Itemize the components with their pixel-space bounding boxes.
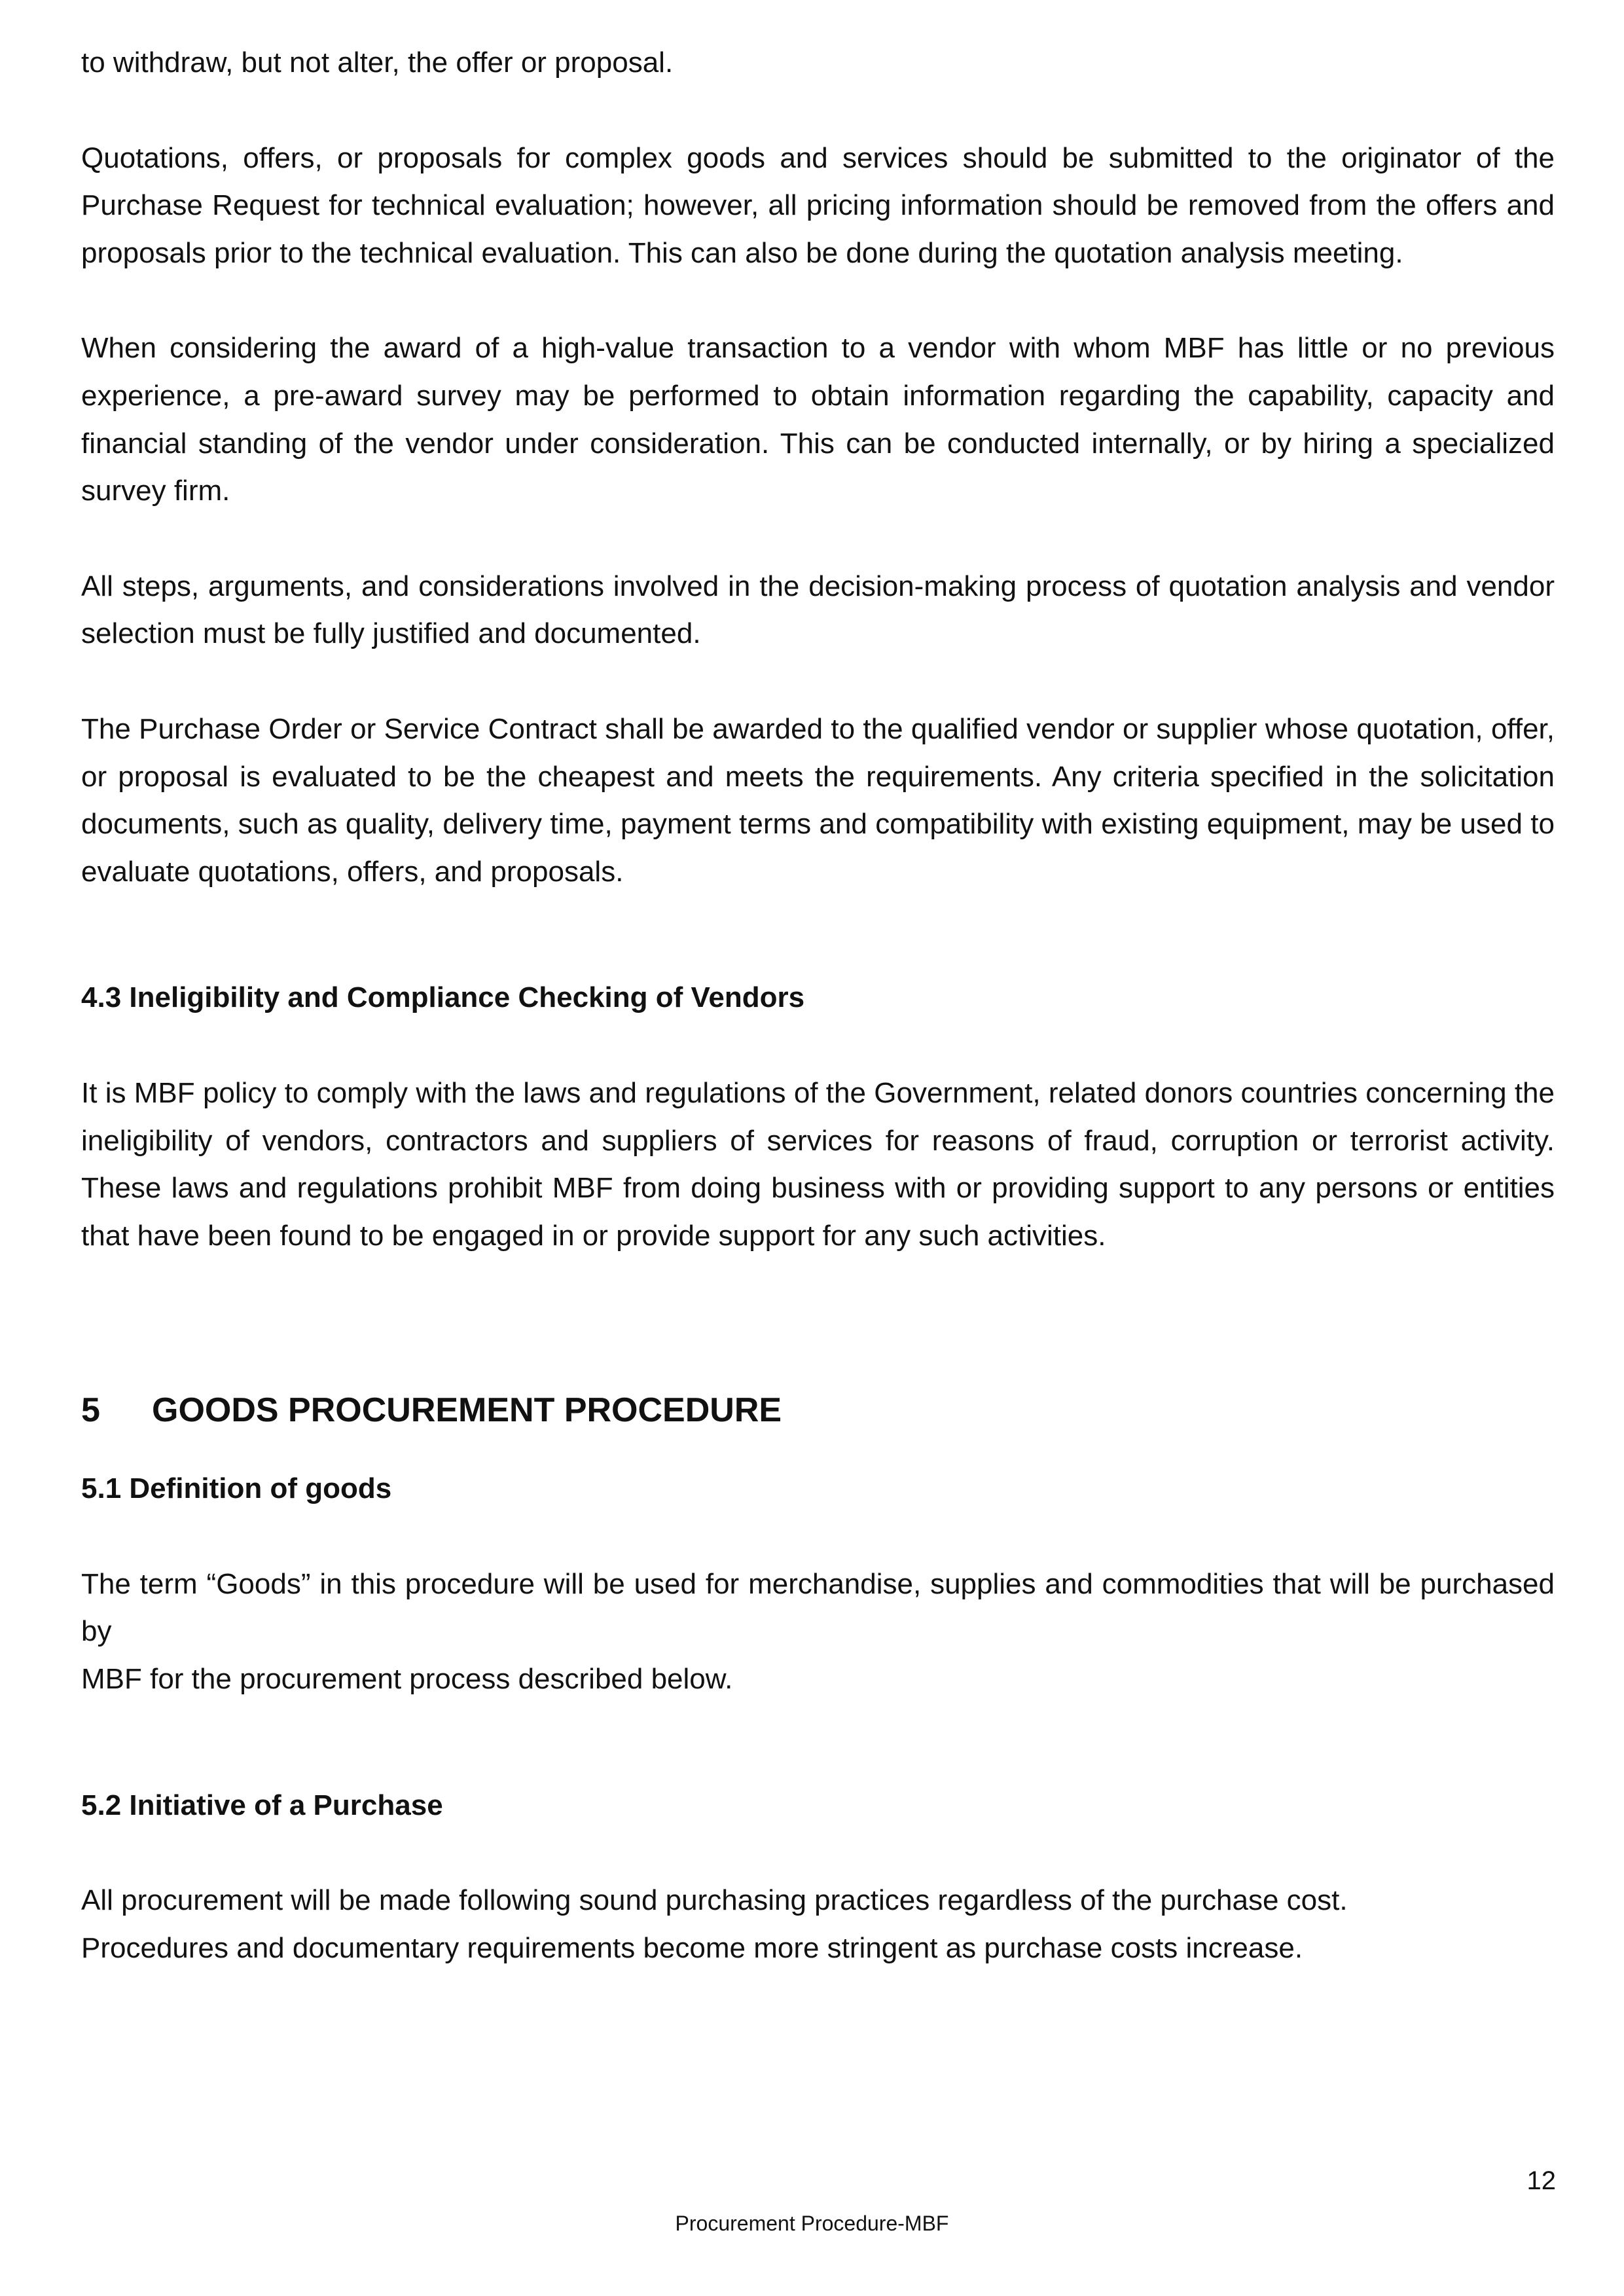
paragraph-goods-definition-line1: The term “Goods” in this procedure will be used for merchandise, supplies and commodities that will be purchased by — [81, 1567, 1555, 1648]
paragraph-goods-definition-line2: MBF for the procurement process described below. — [81, 1663, 733, 1696]
page-content — [81, 39, 1555, 1972]
heading-section-5 — [81, 1384, 1555, 1436]
paragraph-ineligibility: It is MBF policy to comply with the laws and regulations of the Government, related donors countries concerning the ineligibility of vendors, contractors and suppliers of services for reasons of fraud, corruption or terrorist activity. These laws and regulations prohibit MBF from doing business with or providing support to any persons or entities that have been found to be engaged in or provide support for any such activities. — [81, 1076, 1555, 1252]
page-footer: Procurement Procedure-MBF — [675, 2212, 949, 2235]
heading-5-1: 5.1 Definition of goods — [81, 1472, 392, 1505]
paragraph-technical-evaluation: Quotations, offers, or proposals for complex goods and services should be submitted to the originator of the Purchase Request for technical evaluation; however, all pricing information should be removed from the offers and proposals prior to the technical evaluation. This can also be done during the quotation analysis meeting. — [81, 141, 1555, 269]
paragraph-purchase-initiative-line2: Procedures and documentary requirements become more stringent as purchase costs increase. — [81, 1931, 1303, 1964]
paragraph-purchase-initiative-line1: All procurement will be made following sound purchasing practices regardless of the purchase cost. — [81, 1884, 1348, 1917]
section-5-title: GOODS PROCUREMENT PROCEDURE — [152, 1391, 782, 1430]
page-number: 12 — [1526, 2166, 1556, 2195]
paragraph-award-criteria: The Purchase Order or Service Contract shall be awarded to the qualified vendor or supplier whose quotation, offer, or proposal is evaluated to be the cheapest and meets the requirements. Any criteria specified in the solicitation documents, such as quality, delivery time, payment terms and compatibility with existing equipment, may be used to evaluate quotations, offers, and proposals. — [81, 712, 1555, 888]
paragraph-pre-award-survey: When considering the award of a high-value transaction to a vendor with whom MBF has little or no previous experience, a pre-award survey may be performed to obtain information regarding the capability, capacity and financial standing of the vendor under consideration. This can be conducted internally, or by hiring a specialized survey firm. — [81, 332, 1555, 507]
heading-4-3: 4.3 Ineligibility and Compliance Checking of Vendors — [81, 981, 805, 1014]
paragraph-withdraw: to withdraw, but not alter, the offer or proposal. — [81, 46, 674, 79]
heading-5-2: 5.2 Initiative of a Purchase — [81, 1789, 443, 1821]
section-5-number: 5 — [81, 1391, 100, 1430]
paragraph-justification: All steps, arguments, and considerations involved in the decision-making process of quotation analysis and vendor selection must be fully justified and documented. — [81, 570, 1555, 650]
